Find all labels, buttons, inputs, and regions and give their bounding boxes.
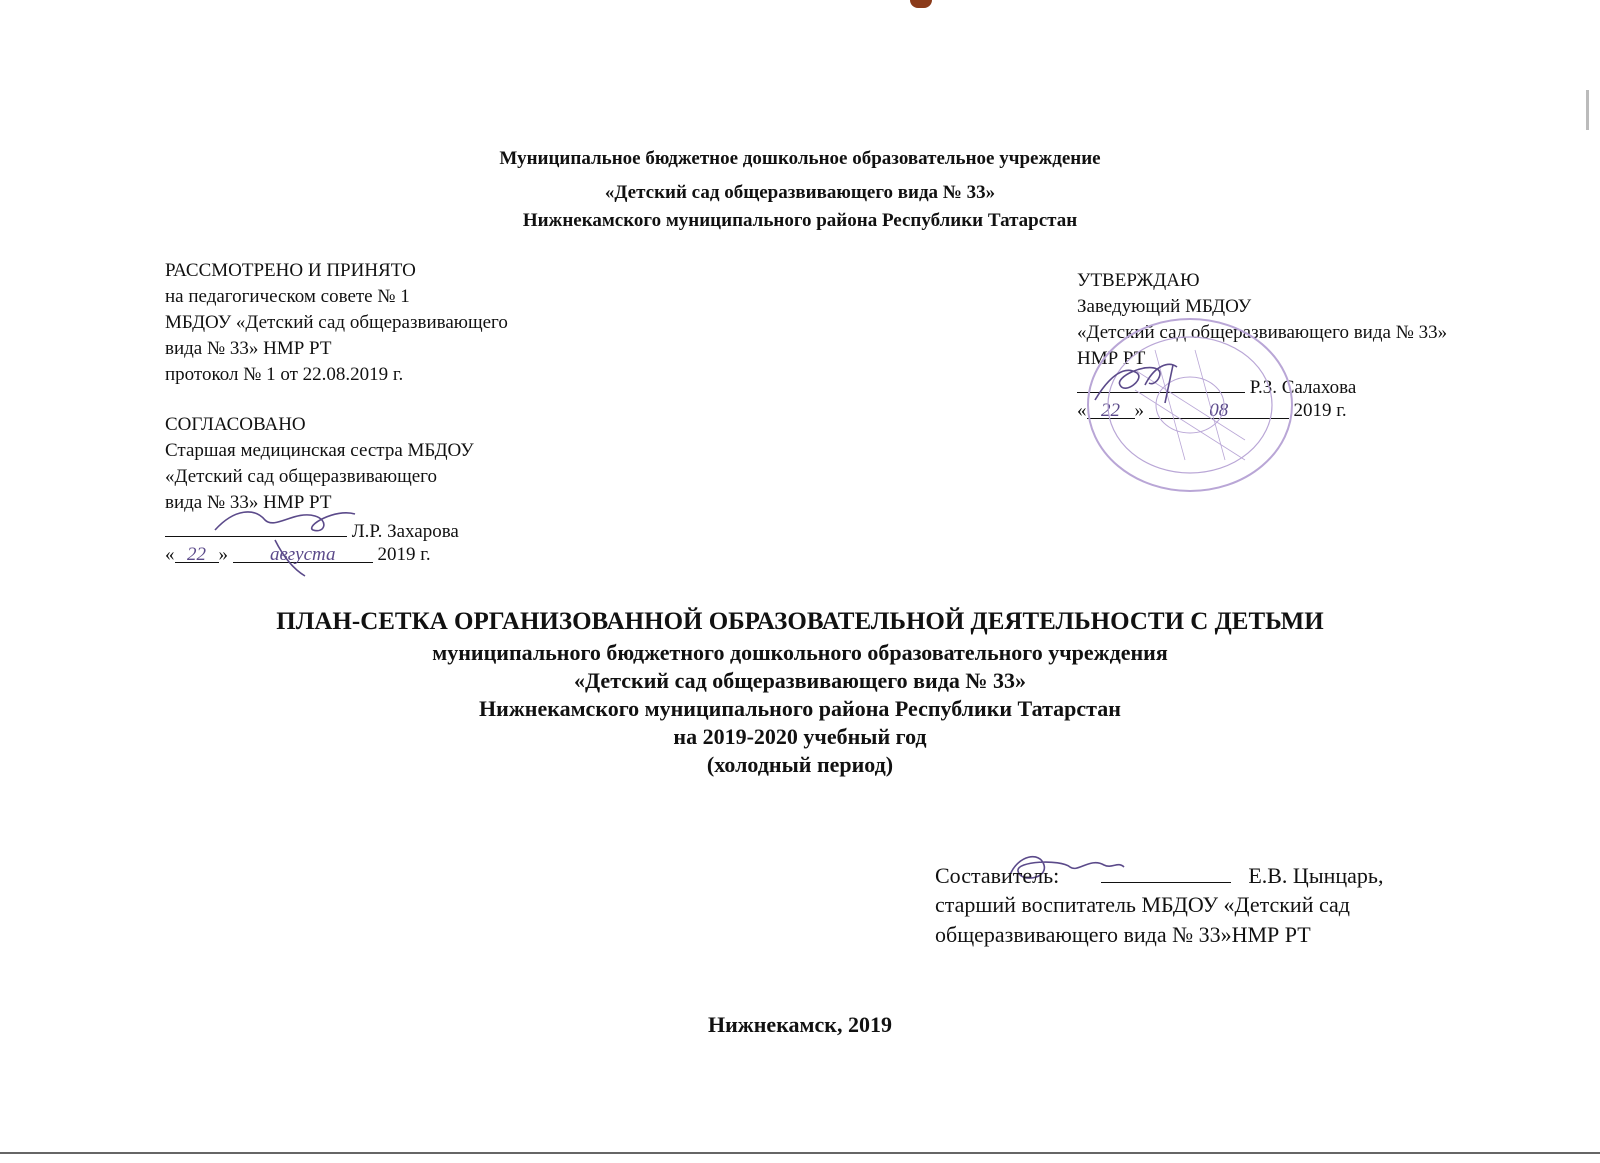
title-line-6: (холодный период): [706, 752, 894, 777]
compiler-label: Составитель:: [935, 863, 1060, 888]
approve-date-line: « 22 » 08 2019 г.: [1077, 400, 1347, 421]
plan-title: ПЛАН-СЕТКА ОРГАНИЗОВАННОЙ ОБРАЗОВАТЕЛЬНОЙ ДЕЯТЕЛЬНОСТИ С ДЕТЬМИ: [276, 608, 1324, 635]
approve-line-2: «Детский сад общеразвивающего вида № 33»: [1077, 322, 1448, 343]
signature-stroke: [215, 512, 355, 576]
title-line-4: Нижнекамского муниципального района Республики Татарстан: [479, 696, 1121, 721]
agreed-year: 2019 г.: [377, 544, 431, 565]
header-line-1: Муниципальное бюджетное дошкольное образовательное учреждение: [499, 148, 1101, 169]
compiler-line-2: старший воспитатель МБДОУ «Детский сад: [935, 892, 1350, 917]
nurse-signature: [205, 500, 375, 580]
header-line-3: Нижнекамского муниципального района Республики Татарстан: [522, 210, 1078, 231]
considered-title: РАССМОТРЕНО И ПРИНЯТО: [165, 260, 416, 281]
scan-edge-mark: [1586, 90, 1589, 130]
considered-line-2: МБДОУ «Детский сад общеразвивающего: [165, 312, 508, 333]
agreed-line-3: вида № 33» НМР РТ: [165, 492, 332, 513]
agreed-title: СОГЛАСОВАНО: [165, 414, 306, 435]
agreed-line-2: «Детский сад общеразвивающего: [165, 466, 437, 487]
compiler-name: Е.В. Цынцарь,: [1248, 863, 1384, 888]
footer-city-year: Нижнекамск, 2019: [708, 1012, 892, 1037]
scan-mark: [910, 0, 932, 8]
title-line-2: муниципального бюджетного дошкольного образовательного учреждения: [432, 640, 1168, 665]
considered-line-1: на педагогическом совете № 1: [165, 286, 410, 307]
signature-underline: [1101, 862, 1231, 883]
signature-stroke: [1095, 364, 1177, 403]
considered-line-4: протокол № 1 от 22.08.2019 г.: [165, 364, 404, 385]
title-line-3: «Детский сад общеразвивающего вида № 33»: [574, 668, 1026, 693]
approve-title: УТВЕРЖДАЮ: [1077, 270, 1200, 291]
approve-day: 22: [1087, 400, 1135, 419]
agreed-line-1: Старшая медицинская сестра МБДОУ: [165, 440, 474, 461]
approve-name: Р.З. Салахова: [1249, 377, 1357, 398]
agreed-name: Л.Р. Захарова: [351, 521, 459, 542]
agreed-month: августа: [233, 544, 373, 563]
approve-line-3: НМР РТ: [1077, 348, 1146, 369]
header-line-2: «Детский сад общеразвивающего вида № 33»: [604, 182, 996, 203]
head-signature: [1085, 355, 1205, 415]
approve-month: 08: [1149, 400, 1289, 419]
title-line-5: на 2019-2020 учебный год: [673, 724, 927, 749]
approve-line-1: Заведующий МБДОУ: [1077, 296, 1252, 317]
considered-line-3: вида № 33» НМР РТ: [165, 338, 332, 359]
agreed-date-line: « 22 » августа 2019 г.: [165, 544, 431, 565]
approve-year: 2019 г.: [1293, 400, 1347, 421]
scan-bottom-edge: [0, 1152, 1600, 1154]
compiler-line-3: общеразвивающего вида № 33»НМР РТ: [935, 922, 1311, 947]
compiler-line-1: [935, 862, 1383, 889]
agreed-day: 22: [175, 544, 219, 563]
